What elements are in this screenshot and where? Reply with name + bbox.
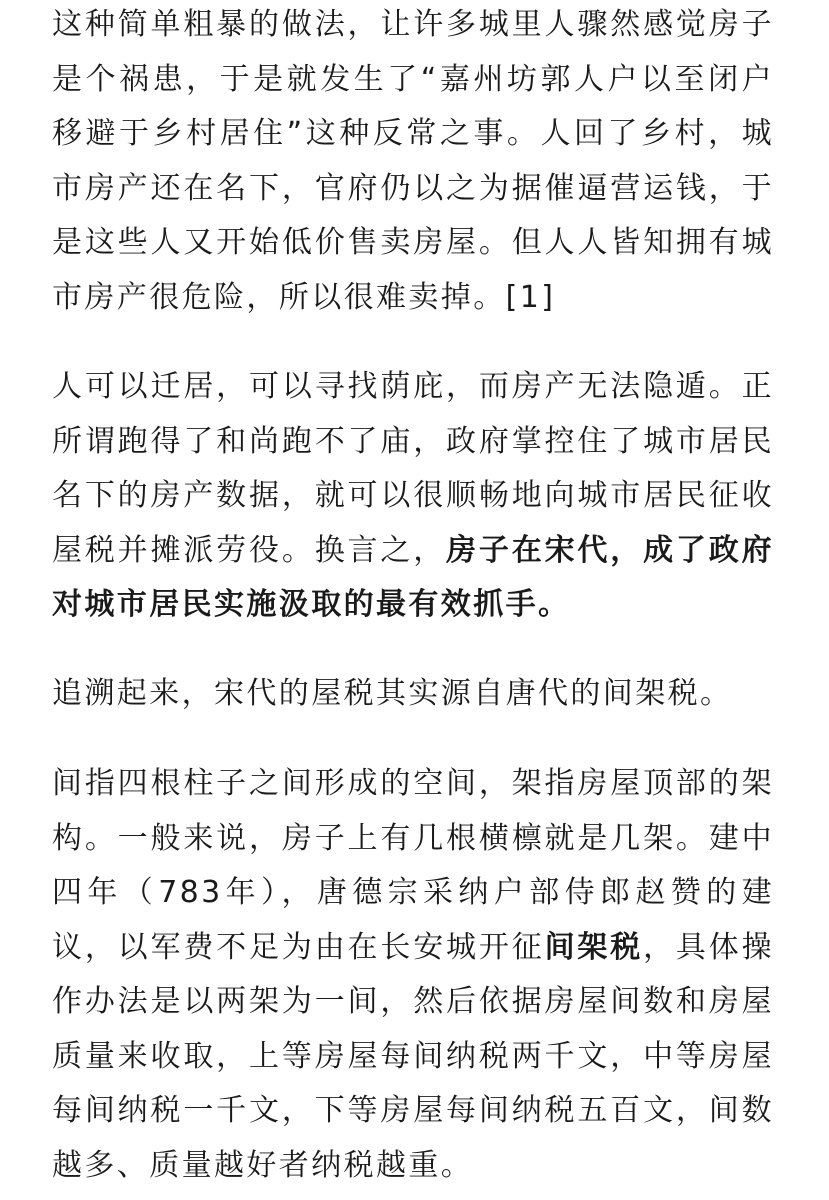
paragraph-1-text: 这种简单粗暴的做法，让许多城里人骤然感觉房子是个祸患，于是就发生了“嘉州坊郭人户以至闭户移避于乡村居住”这种反常之事。人回了乡村，城市房产还在名下，官府仍以之为据催逼营运钱，于是这些人又开始低价售卖房屋。但人人皆知拥有城市房产很危险，所以很难卖掉。[1] (52, 7, 774, 315)
paragraph-1 (52, 0, 774, 325)
paragraph-2-text: 人可以迁居，可以寻找荫庇，而房产无法隐遁。正所谓跑得了和尚跑不了庙，政府掌控住了城市居民名下的房产数据，就可以很顺畅地向城市居民征收屋税并摊派劳役。换言之， (52, 369, 774, 568)
paragraph-2 (52, 360, 774, 633)
paragraph-2-bold-text: 房子在宋代，成了政府对城市居民实施汲取的最有效抓手。 (52, 532, 774, 622)
paragraph-4 (52, 757, 774, 1193)
paragraph-4-text-end: ，具体操作办法是以两架为一间，然后依据房屋间数和房屋质量来收取，上等房屋每间纳税两千文，中等房屋每间纳税一千文，下等房屋每间纳税五百文，间数越多、质量越好者纳税越重。 (52, 929, 774, 1183)
paragraph-3 (52, 667, 774, 722)
paragraph-4-bold-term: 间架税 (544, 929, 644, 965)
paragraph-4-text-start: 间指四根柱子之间形成的空间，架指房屋顶部的架构。一般来说，房子上有几根横檩就是几架。建中四年（783年），唐德宗采纳户部侍郎赵赞的建议，以军费不足为由在长安城开征 (52, 766, 774, 965)
paragraph-3-text: 追溯起来，宋代的屋税其实源自唐代的间架税。 (52, 676, 733, 711)
